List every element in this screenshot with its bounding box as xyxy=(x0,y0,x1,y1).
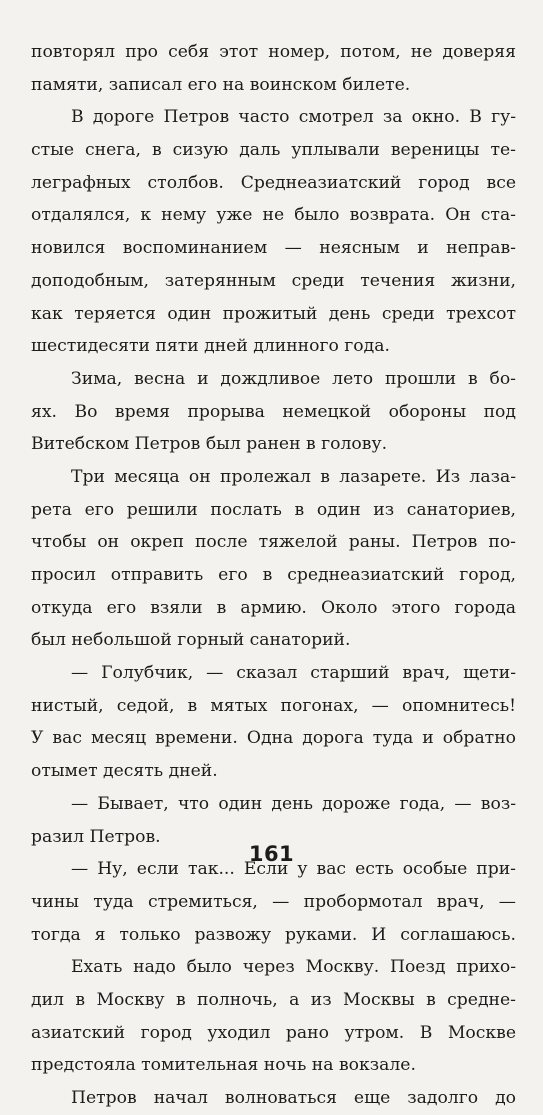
text-line: ях. Во время прорыва немецкой обороны под xyxy=(31,401,516,422)
text-line: У вас месяц времени. Одна дорога туда и обратно xyxy=(31,728,516,749)
text-line: памяти, записал его на воинском билете. xyxy=(31,74,411,95)
paragraph-first-line: — Бывает, что один день дороже года, — воз- xyxy=(71,793,516,814)
paragraph-first-line: — Голубчик, — сказал старший врач, щети- xyxy=(71,663,516,684)
text-line: Витебском Петров был ранен в голову. xyxy=(31,434,388,455)
text-line: леграфных столбов. Среднеазиатский город все xyxy=(31,172,516,193)
text-line: предстояла томительная ночь на вокзале. xyxy=(31,1055,416,1076)
text-line: повторял про себя этот номер, потом, не доверяя xyxy=(31,42,516,62)
text-line: стые снега, в сизую даль уплывали вереницы те- xyxy=(31,140,516,161)
paragraph-first-line: Петров начал волноваться еще задолго до xyxy=(71,1088,516,1108)
page-number: 161 xyxy=(248,842,295,866)
text-line: нистый, седой, в мятых погонах, — опомнитесь! xyxy=(31,695,516,716)
text-line: чтобы он окреп после тяжелой раны. Петров по- xyxy=(31,532,516,553)
paragraph-first-line: Зима, весна и дождливое лето прошли в бо- xyxy=(71,368,516,389)
text-line: шестидесяти пяти дней длинного года. xyxy=(31,336,390,357)
text-line: дил в Москву в полночь, а из Москвы в средне- xyxy=(31,989,516,1010)
paragraph-first-line: — Ну, если так... Если у вас есть особые при- xyxy=(71,859,516,880)
page-text xyxy=(31,36,516,1115)
text-line: был небольшой горный санаторий. xyxy=(31,630,351,651)
text-line: чины туда стремиться, — пробормотал врач, — xyxy=(31,891,516,912)
text-line: просил отправить его в среднеазиатский город, xyxy=(31,565,516,585)
text-line: новился воспоминанием — неясным и неправ- xyxy=(31,238,516,259)
text-line: отдалялся, к нему уже не было возврата. Он ста- xyxy=(31,205,516,226)
paragraph-first-line: В дороге Петров часто смотрел за окно. В гу- xyxy=(71,107,516,128)
text-line: отымет десять дней. xyxy=(31,761,218,782)
paragraph-first-line: Три месяца он пролежал в лазарете. Из лаза- xyxy=(71,466,516,487)
text-line: тогда я только развожу руками. И соглашаюсь. xyxy=(31,924,516,945)
text-line: разил Петров. xyxy=(31,826,161,847)
text-line: рета его решили послать в один из санаториев, xyxy=(31,499,516,520)
text-line: азиатский город уходил рано утром. В Москве xyxy=(31,1022,516,1043)
text-line: откуда его взяли в армию. Около этого города xyxy=(31,597,516,618)
paragraph-first-line: Ехать надо было через Москву. Поезд прихо- xyxy=(71,957,516,978)
text-line: как теряется один прожитый день среди трехсот xyxy=(31,303,516,324)
text-line: доподобным, затерянным среди течения жизни, xyxy=(31,270,516,291)
